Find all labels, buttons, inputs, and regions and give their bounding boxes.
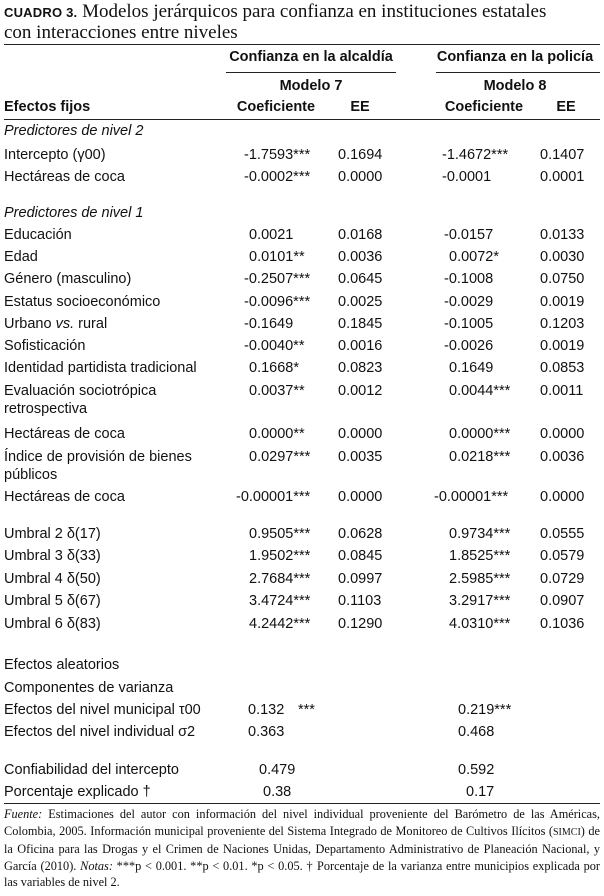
- cell-coef-1: 0.0297***: [249, 449, 311, 465]
- cell-se-2: 0.0036: [540, 449, 585, 465]
- cell-value-1: 0.38: [263, 784, 292, 800]
- row-label: Índice de provisión de bienes: [4, 449, 192, 465]
- cell-se-2: 0.0555: [540, 526, 585, 542]
- footnote-text: ) de la Oficina para las Drogas y el Crimen de Naciones Unidas, Departamento Administrativo de Planeación Nacional, y García (2010).: [4, 823, 600, 873]
- cell-coef-2: -0.0157: [444, 227, 494, 243]
- cell-coef-2: -0.0029: [444, 294, 494, 310]
- model-header-8: Modelo 8: [483, 78, 547, 94]
- cell-se-1: 0.0000: [338, 489, 383, 505]
- group-rule-alcaldia: [226, 72, 396, 73]
- cell-se-2: 0.0030: [540, 249, 585, 265]
- notes-label: Notas:: [80, 858, 113, 873]
- cell-se-1: 0.1845: [338, 316, 383, 332]
- row-label: Estatus socioeconómico: [4, 294, 161, 310]
- section-level2: Predictores de nivel 2: [4, 123, 144, 139]
- row-label: Confiabilidad del intercepto: [4, 762, 179, 778]
- row-label: Umbral 3 δ(33): [4, 548, 101, 564]
- cell-value-1: 0.479: [259, 762, 296, 778]
- cell-coef-2: 4.0310***: [449, 616, 511, 632]
- group-rule-policia: [436, 72, 600, 73]
- cell-coef-2: 2.5985***: [449, 571, 511, 587]
- cell-stars-1: ***: [298, 702, 315, 718]
- variance-components-heading: Componentes de varianza: [4, 680, 174, 696]
- cell-se-2: 0.0133: [540, 227, 585, 243]
- caption-text: Modelos jerárquicos para confianza en instituciones estatales: [82, 1, 547, 22]
- row-label: Edad: [4, 249, 38, 265]
- cell-se-1: 0.0000: [338, 169, 383, 185]
- cell-se-2: 0.0907: [540, 593, 585, 609]
- se-header-2: EE: [556, 99, 576, 115]
- header-rule: [4, 119, 600, 120]
- caption-label: CUADRO 3.: [4, 5, 78, 20]
- row-label-part: rural: [74, 316, 108, 332]
- row-label: Hectáreas de coca: [4, 169, 125, 185]
- cell-se-1: 0.1290: [338, 616, 383, 632]
- source-label: Fuente:: [4, 807, 43, 821]
- cell-se-1: 0.0025: [338, 294, 383, 310]
- cell-coef-2: -0.1005: [444, 316, 494, 332]
- cell-coef-1: -0.0002***: [244, 169, 311, 185]
- row-label: Hectáreas de coca: [4, 489, 125, 505]
- cell-coef-1: 2.7684***: [249, 571, 311, 587]
- cell-value-2: 0.468: [458, 724, 495, 740]
- cell-se-2: 0.0729: [540, 571, 585, 587]
- row-label: Umbral 6 δ(83): [4, 616, 101, 632]
- group-header-alcaldia: Confianza en la alcaldía: [229, 49, 393, 65]
- cell-se-1: 0.0168: [338, 227, 383, 243]
- cell-coef-1: 0.1668*: [249, 360, 299, 376]
- cell-coef-2: -0.00001***: [434, 489, 509, 505]
- cell-se-1: 0.0035: [338, 449, 383, 465]
- cell-value-1: 0.132: [248, 702, 285, 718]
- row-label: [4, 315, 107, 333]
- cell-se-1: 0.0823: [338, 360, 383, 376]
- cell-se-1: 0.0036: [338, 249, 383, 265]
- cell-se-2: 0.0579: [540, 548, 585, 564]
- cell-se-1: 0.0997: [338, 571, 383, 587]
- cell-se-1: 0.1694: [338, 147, 383, 163]
- cell-se-2: 0.0011: [540, 383, 584, 399]
- row-label: Género (masculino): [4, 271, 132, 287]
- cell-coef-1: -0.0096***: [244, 294, 311, 310]
- cell-coef-2: 1.8525***: [449, 548, 511, 564]
- cell-coef-2: 0.0072*: [449, 249, 499, 265]
- row-label-italic: vs.: [55, 316, 75, 332]
- footnote-text: ***p < 0.001. **p < 0.01. *p < 0.05. † Porcentaje de la varianza entre municipios explicada por las variables de nivel 2.: [4, 858, 600, 890]
- cell-coef-1: 0.0021: [249, 227, 294, 243]
- row-label: Umbral 5 δ(67): [4, 593, 101, 609]
- cell-coef-1: -0.00001***: [236, 489, 311, 505]
- cell-coef-1: 1.9502***: [249, 548, 311, 564]
- cell-coef-2: -1.4672***: [442, 147, 509, 163]
- bottom-rule: [4, 803, 600, 804]
- row-label: Efectos del nivel municipal τ00: [4, 702, 201, 718]
- row-label-line2: públicos: [4, 467, 58, 483]
- model-header-7: Modelo 7: [279, 78, 343, 94]
- group-header-policia: Confianza en la policía: [436, 49, 594, 65]
- row-label: Educación: [4, 227, 72, 243]
- row-label: Intercepto (γ00): [4, 147, 106, 163]
- cell-se-2: 0.1203: [540, 316, 585, 332]
- cell-coef-2: -0.0026: [444, 338, 494, 354]
- cell-coef-2: 0.0000***: [449, 426, 511, 442]
- coef-header-1: Coeficiente: [236, 99, 316, 115]
- cell-coef-1: 0.0101**: [249, 249, 305, 265]
- row-label: Identidad partidista tradicional: [4, 360, 197, 376]
- cell-value-2: 0.17: [466, 784, 495, 800]
- cell-se-1: 0.0645: [338, 271, 383, 287]
- se-header-1: EE: [350, 99, 370, 115]
- row-label: Hectáreas de coca: [4, 426, 125, 442]
- cell-coef-2: 0.0218***: [449, 449, 511, 465]
- random-effects-heading: Efectos aleatorios: [4, 657, 120, 673]
- cell-coef-2: 0.0044***: [449, 383, 511, 399]
- cell-se-2: 0.0001: [540, 169, 585, 185]
- row-label: Porcentaje explicado †: [4, 784, 151, 800]
- cell-se-2: 0.1407: [540, 147, 585, 163]
- cell-se-2: 0.0019: [540, 338, 585, 354]
- cell-value-2: 0.592: [458, 762, 495, 778]
- cell-se-2: 0.0019: [540, 294, 585, 310]
- row-label: Evaluación sociotrópica: [4, 383, 157, 399]
- row-label: Sofisticación: [4, 338, 86, 354]
- row-label: Umbral 2 δ(17): [4, 526, 101, 542]
- top-rule: [4, 44, 600, 45]
- cell-coef-2: -0.0001: [442, 169, 492, 185]
- footnote-text: Estimaciones del autor con información del nivel individual proveniente del Barómetro de las Américas, Colombia, 2005. Información municipal proveniente del Sistema Integrado de Monitoreo de Cultivos Ilícitos (: [4, 807, 600, 838]
- cell-coef-1: -0.1649: [244, 316, 294, 332]
- cell-se-1: 0.0000: [338, 426, 383, 442]
- cell-se-2: 0.0000: [540, 426, 585, 442]
- cell-se-2: 0.0750: [540, 271, 585, 287]
- row-label: Efectos del nivel individual σ2: [4, 724, 196, 740]
- cell-coef-2: -0.1008: [444, 271, 494, 287]
- cell-value-2: 0.219***: [458, 702, 512, 718]
- cell-coef-1: -0.0040**: [244, 338, 305, 354]
- cell-coef-2: 0.1649: [449, 360, 494, 376]
- row-label: Umbral 4 δ(50): [4, 571, 101, 587]
- cell-se-1: 0.0628: [338, 526, 383, 542]
- cell-se-1: 0.0845: [338, 548, 383, 564]
- cell-se-2: 0.0853: [540, 360, 585, 376]
- simci-abbr: SIMCI: [552, 826, 581, 838]
- row-label-part: Urbano: [4, 316, 56, 332]
- stub-header: Efectos fijos: [4, 99, 91, 115]
- cell-se-1: 0.1103: [338, 593, 382, 609]
- cell-coef-1: 3.4724***: [249, 593, 311, 609]
- cell-coef-1: -1.7593***: [244, 147, 311, 163]
- cell-se-1: 0.0012: [338, 383, 383, 399]
- cell-coef-1: -0.2507***: [244, 271, 311, 287]
- row-label-line2: retrospectiva: [4, 401, 88, 417]
- table-footnote: [4, 806, 600, 891]
- caption-text-line2: con interacciones entre niveles: [4, 22, 238, 43]
- cell-coef-2: 3.2917***: [449, 593, 511, 609]
- cell-coef-1: 0.9505***: [249, 526, 311, 542]
- cell-coef-1: 0.0037**: [249, 383, 305, 399]
- table-caption: [4, 2, 600, 43]
- coef-header-2: Coeficiente: [444, 99, 524, 115]
- cell-se-2: 0.0000: [540, 489, 585, 505]
- section-level1: Predictores de nivel 1: [4, 205, 144, 221]
- cell-coef-2: 0.9734***: [449, 526, 511, 542]
- cell-se-1: 0.0016: [338, 338, 383, 354]
- cell-value-1: 0.363: [248, 724, 285, 740]
- cell-se-2: 0.1036: [540, 616, 585, 632]
- cell-coef-1: 4.2442***: [249, 616, 311, 632]
- cell-coef-1: 0.0000**: [249, 426, 305, 442]
